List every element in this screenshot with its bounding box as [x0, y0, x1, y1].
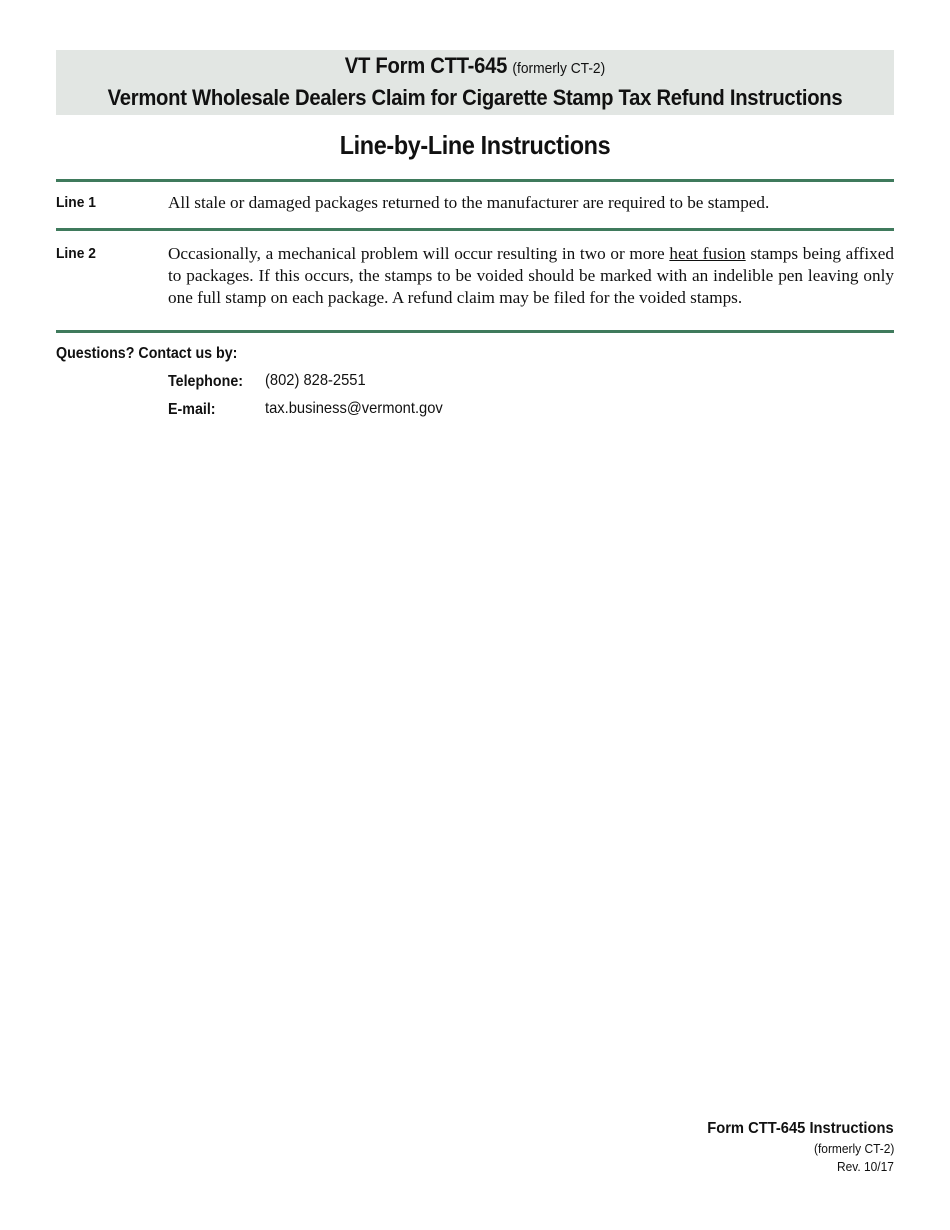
header-band: [56, 50, 894, 115]
heat-fusion-term: heat fusion: [669, 244, 746, 263]
divider-rule: [56, 179, 894, 182]
footer-revision: Rev. 10/17: [837, 1159, 894, 1174]
form-title: Vermont Wholesale Dealers Claim for Cigarette Stamp Tax Refund Instructions: [107, 85, 843, 110]
line-1-label: Line 1: [56, 194, 96, 211]
line-2-text-start: Occasionally, a mechanical problem will occur resulting in two or more: [168, 244, 670, 263]
line-2-label: Line 2: [56, 245, 96, 262]
telephone-value: (802) 828-2551: [265, 372, 366, 389]
email-label: E-mail:: [168, 401, 216, 418]
footer-title: Form CTT-645 Instructions: [707, 1120, 894, 1137]
footer-formerly: (formerly CT-2): [813, 1141, 894, 1156]
form-id-line: [90, 53, 861, 79]
line-2-text-end: stamps being affixed to packages. If this occurs, the stamps to be voided should be marked with an indelible pen leaving only one full stamp on each package. A refund claim may be filed for the voided stamps.: [168, 244, 894, 307]
telephone-label: Telephone:: [168, 373, 244, 390]
divider-rule: [56, 330, 894, 333]
form-id: VT Form CTT-645: [344, 53, 508, 78]
line-1-text: All stale or damaged packages returned to the manufacturer are required to be stamped.: [168, 193, 770, 212]
formerly-note: (formerly CT-2): [512, 60, 606, 77]
line-2-text: [168, 243, 894, 309]
divider-rule: [56, 228, 894, 231]
email-value: tax.business@vermont.gov: [265, 400, 443, 417]
contact-heading: Questions? Contact us by:: [56, 345, 238, 362]
section-title: Line-by-Line Instructions: [339, 130, 611, 160]
